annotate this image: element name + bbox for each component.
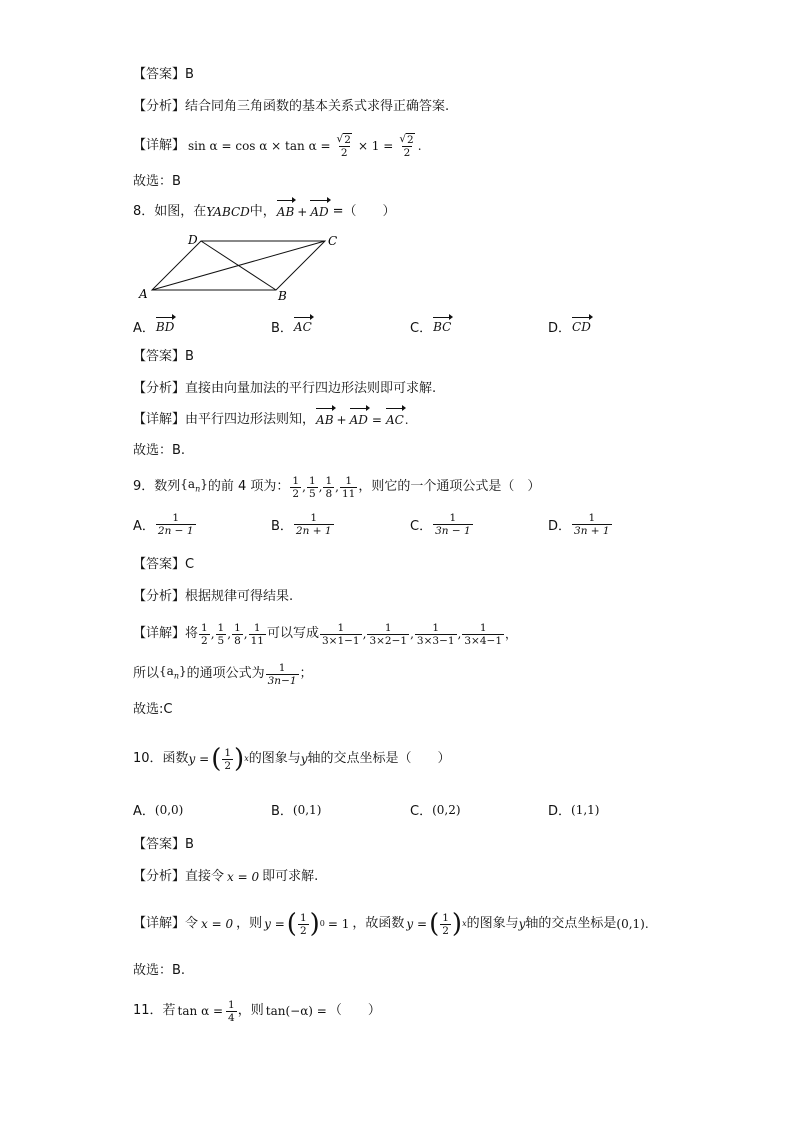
q10-option-a[interactable]: A． (0,0) xyxy=(133,802,184,819)
q9-analysis-line: 【分析】 根据规律可得结果. xyxy=(133,589,294,604)
q8-option-a[interactable]: A． BD xyxy=(133,319,175,336)
q9-answer-line: 【答案】 C xyxy=(133,557,195,572)
vertex-d-label: D xyxy=(188,233,198,247)
vector-ad: AD xyxy=(310,205,329,219)
q8-detail-line: 【详解】 由平行四边形法则知， AB + AD = AC . xyxy=(133,412,409,427)
q10-detail-line: 【详解】 令 x = 0 ，则 y = ( $\frac{1}{2}$ ) 0 = 1 ，故函数 y = ( $\frac{1}{2}$ ) x 的图象与 y 轴的交点坐标是 (0,1) . xyxy=(133,909,649,939)
q9-option-c[interactable]: C． $\frac{1}{3n - 1}$ xyxy=(410,512,471,537)
vertex-c-label: C xyxy=(328,234,338,248)
q7-analysis-line xyxy=(133,98,449,116)
q11-stem: 11．若 tan α = $\frac{1}{4}$ ，则 tan(−α) = （ ） xyxy=(133,998,381,1024)
vector-ab: AB xyxy=(276,205,295,219)
q8-analysis-line: 【分析】 直接由向量加法的平行四边形法则即可求解. xyxy=(133,381,437,396)
vertex-b-label: B xyxy=(278,289,287,303)
q8-stem: 8．如图，在 YABCD 中， AB + AD =（ ） xyxy=(133,204,396,219)
analysis-label: 【分析】 xyxy=(133,99,186,114)
q10-stem: 10．函数 y = ( $\frac{1}{2}$ ) x 的图象与 y 轴的交点坐标是（ ） xyxy=(133,744,451,774)
q9-detail-line: 【详解】 将 $\frac{1}{2}$ , $\frac{1}{5}$ , $\frac{1}{8}$ , $\frac{1}{11}$ 可以写成 $\frac{1}{3\times 1-1}$ , $\frac{1}{3\times 2-1}$ , $\frac{1}{3\times 3-1}$ , $\frac{1}{3\times 4-1}$ ， xyxy=(133,621,518,647)
q8-option-d[interactable]: D． CD xyxy=(548,319,591,336)
q10-analysis-line: 【分析】 直接令 x = 0 即可求解. xyxy=(133,869,319,884)
q9-stem: 9．数列 $\{a_n\}$ 的前 4 项为： $\frac{1}{2}$ , $\frac{1}{5}$ , $\frac{1}{8}$ , $\frac{1}{11}$ ，则它的一个通项公式是（ ） xyxy=(133,474,541,500)
q8-option-b[interactable]: B． AC xyxy=(271,319,312,336)
q9-conclusion: 故选:C xyxy=(133,702,173,717)
parallelogram-figure xyxy=(135,232,355,312)
q10-answer-line: 【答案】 B xyxy=(133,837,194,852)
q9-detail-line-2: 所以 $\{a_n\}$ 的通项公式为 $\frac{1}{3n-1}$ ； xyxy=(133,661,313,687)
detail-expr: sin α = cos α × tan α = xyxy=(188,139,331,153)
q9-option-b[interactable]: B． $\frac{1}{2n + 1}$ xyxy=(271,512,332,537)
q7-detail-line: 【详解】 sin α = cos α × tan α = √ 2 2 × 1 = √ 2 2 . xyxy=(133,133,422,159)
q8-answer-line: 【答案】 B xyxy=(133,349,194,364)
q10-option-d[interactable]: D． (1,1) xyxy=(548,802,600,819)
q7-answer-line xyxy=(133,66,194,84)
answer-label: 【答案】 xyxy=(133,67,186,82)
q10-conclusion: 故选：B. xyxy=(133,963,186,978)
q8-option-c[interactable]: C． BC xyxy=(410,319,452,336)
answer-value: B xyxy=(185,67,194,82)
detail-label: 【详解】 xyxy=(133,138,186,153)
q9-option-d[interactable]: D． $\frac{1}{3n + 1}$ xyxy=(548,512,610,537)
detail-times: × 1 = xyxy=(357,139,394,153)
vertex-a-label: A xyxy=(139,287,148,301)
q9-option-a[interactable]: A． $\frac{1}{2n - 1}$ xyxy=(133,512,194,537)
q8-conclusion: 故选：B. xyxy=(133,443,186,458)
sqrt2-over-2: √ 2 2 xyxy=(336,133,351,159)
parallelogram-symbol: YABCD xyxy=(206,205,250,219)
q7-conclusion: 故选：B xyxy=(133,174,181,189)
q10-option-b[interactable]: B． (0,1) xyxy=(271,802,322,819)
analysis-text: 结合同角三角函数的基本关系式求得正确答案. xyxy=(185,99,450,114)
q10-option-c[interactable]: C． (0,2) xyxy=(410,802,461,819)
sqrt2-over-2-result: √ 2 2 xyxy=(399,133,414,159)
